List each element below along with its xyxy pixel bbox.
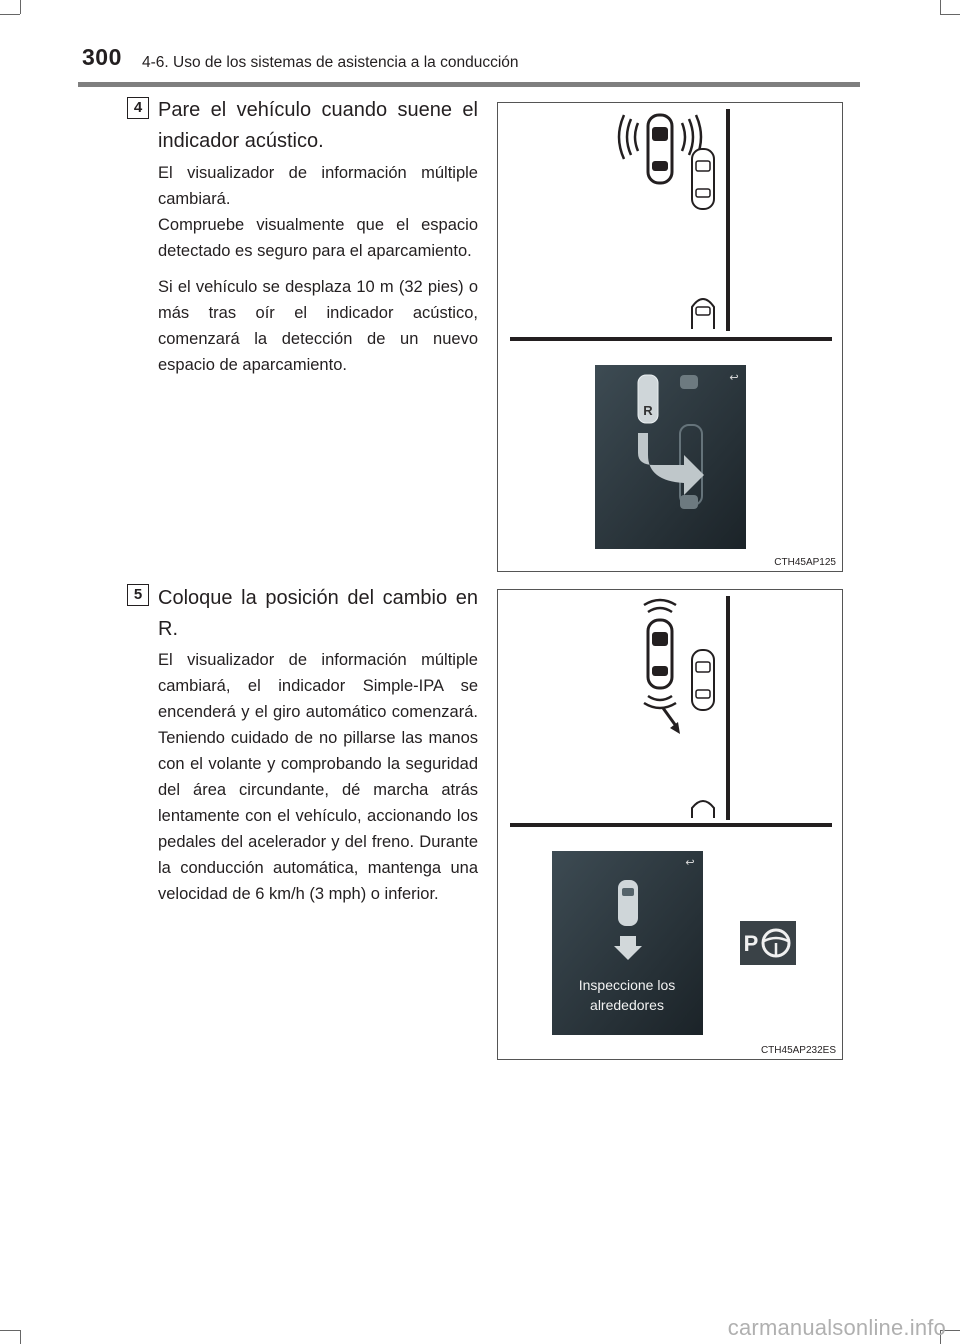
crop-mark	[20, 1330, 21, 1344]
step-number-badge: 4	[127, 97, 149, 119]
parked-car-icon	[692, 650, 714, 710]
figure-parking-detection	[497, 102, 843, 572]
figure-reverse-start	[497, 589, 843, 1060]
moving-car-icon	[644, 600, 680, 734]
crop-mark	[940, 0, 941, 14]
figure-code: CTH45AP125	[774, 557, 836, 568]
header-rule	[78, 82, 860, 87]
watermark: carmanualsonline.info	[727, 1315, 946, 1340]
crop-mark	[0, 1330, 20, 1331]
step-body	[158, 647, 478, 917]
parked-car-icon	[692, 299, 714, 329]
back-icon: ↩	[685, 857, 695, 869]
crop-mark	[0, 14, 20, 15]
back-icon: ↩	[729, 372, 739, 384]
multi-info-display	[595, 365, 746, 549]
display-message: alrededores	[590, 997, 664, 1013]
paragraph: El visualizador de información múltiple cambiará, el indicador Simple-IPA se encenderá y el giro automático comenzará. Teniendo cuidado de no pillarse las manos con el volante y comprobando la seguridad del área circundante, dé marcha atrás lentamente con el vehículo, accionando los pedales del acelerador y del freno. Durante la conducción automática, mantenga una velocidad de 6 km/h (3 mph) o inferior.	[158, 651, 478, 903]
indicator-letter: P	[743, 931, 759, 956]
step-heading: Coloque la posición del cambio en R.	[158, 587, 478, 640]
crop-mark	[940, 14, 960, 15]
moving-car-icon	[619, 115, 701, 183]
parking-detection-illustration	[498, 103, 842, 571]
parked-car-icon	[692, 149, 714, 209]
paragraph: Compruebe visualmente que el espacio detectado es seguro para el aparcamiento.	[158, 216, 478, 260]
multi-info-display	[552, 851, 703, 1035]
step-number-badge: 5	[127, 584, 149, 606]
paragraph: Si el vehículo se desplaza 10 m (32 pies) o más tras oír el indicador acústico, comenzará la detección de un nuevo espacio de aparcamiento.	[158, 278, 478, 374]
crop-mark	[20, 0, 21, 14]
step-body	[158, 160, 478, 388]
simple-ipa-indicator-icon	[740, 921, 796, 965]
section-title: 4-6. Uso de los sistemas de asistencia a la conducción	[142, 54, 519, 71]
step-heading: Pare el vehículo cuando suene el indicador acústico.	[158, 99, 478, 152]
page-number: 300	[82, 44, 122, 70]
figure-code: CTH45AP232ES	[760, 1045, 836, 1056]
parked-car-icon	[692, 801, 714, 818]
display-message: Inspeccione los	[578, 977, 676, 993]
gear-letter: R	[643, 403, 653, 418]
paragraph: El visualizador de información múltiple cambiará.	[158, 164, 478, 208]
reverse-start-illustration	[498, 590, 842, 1059]
